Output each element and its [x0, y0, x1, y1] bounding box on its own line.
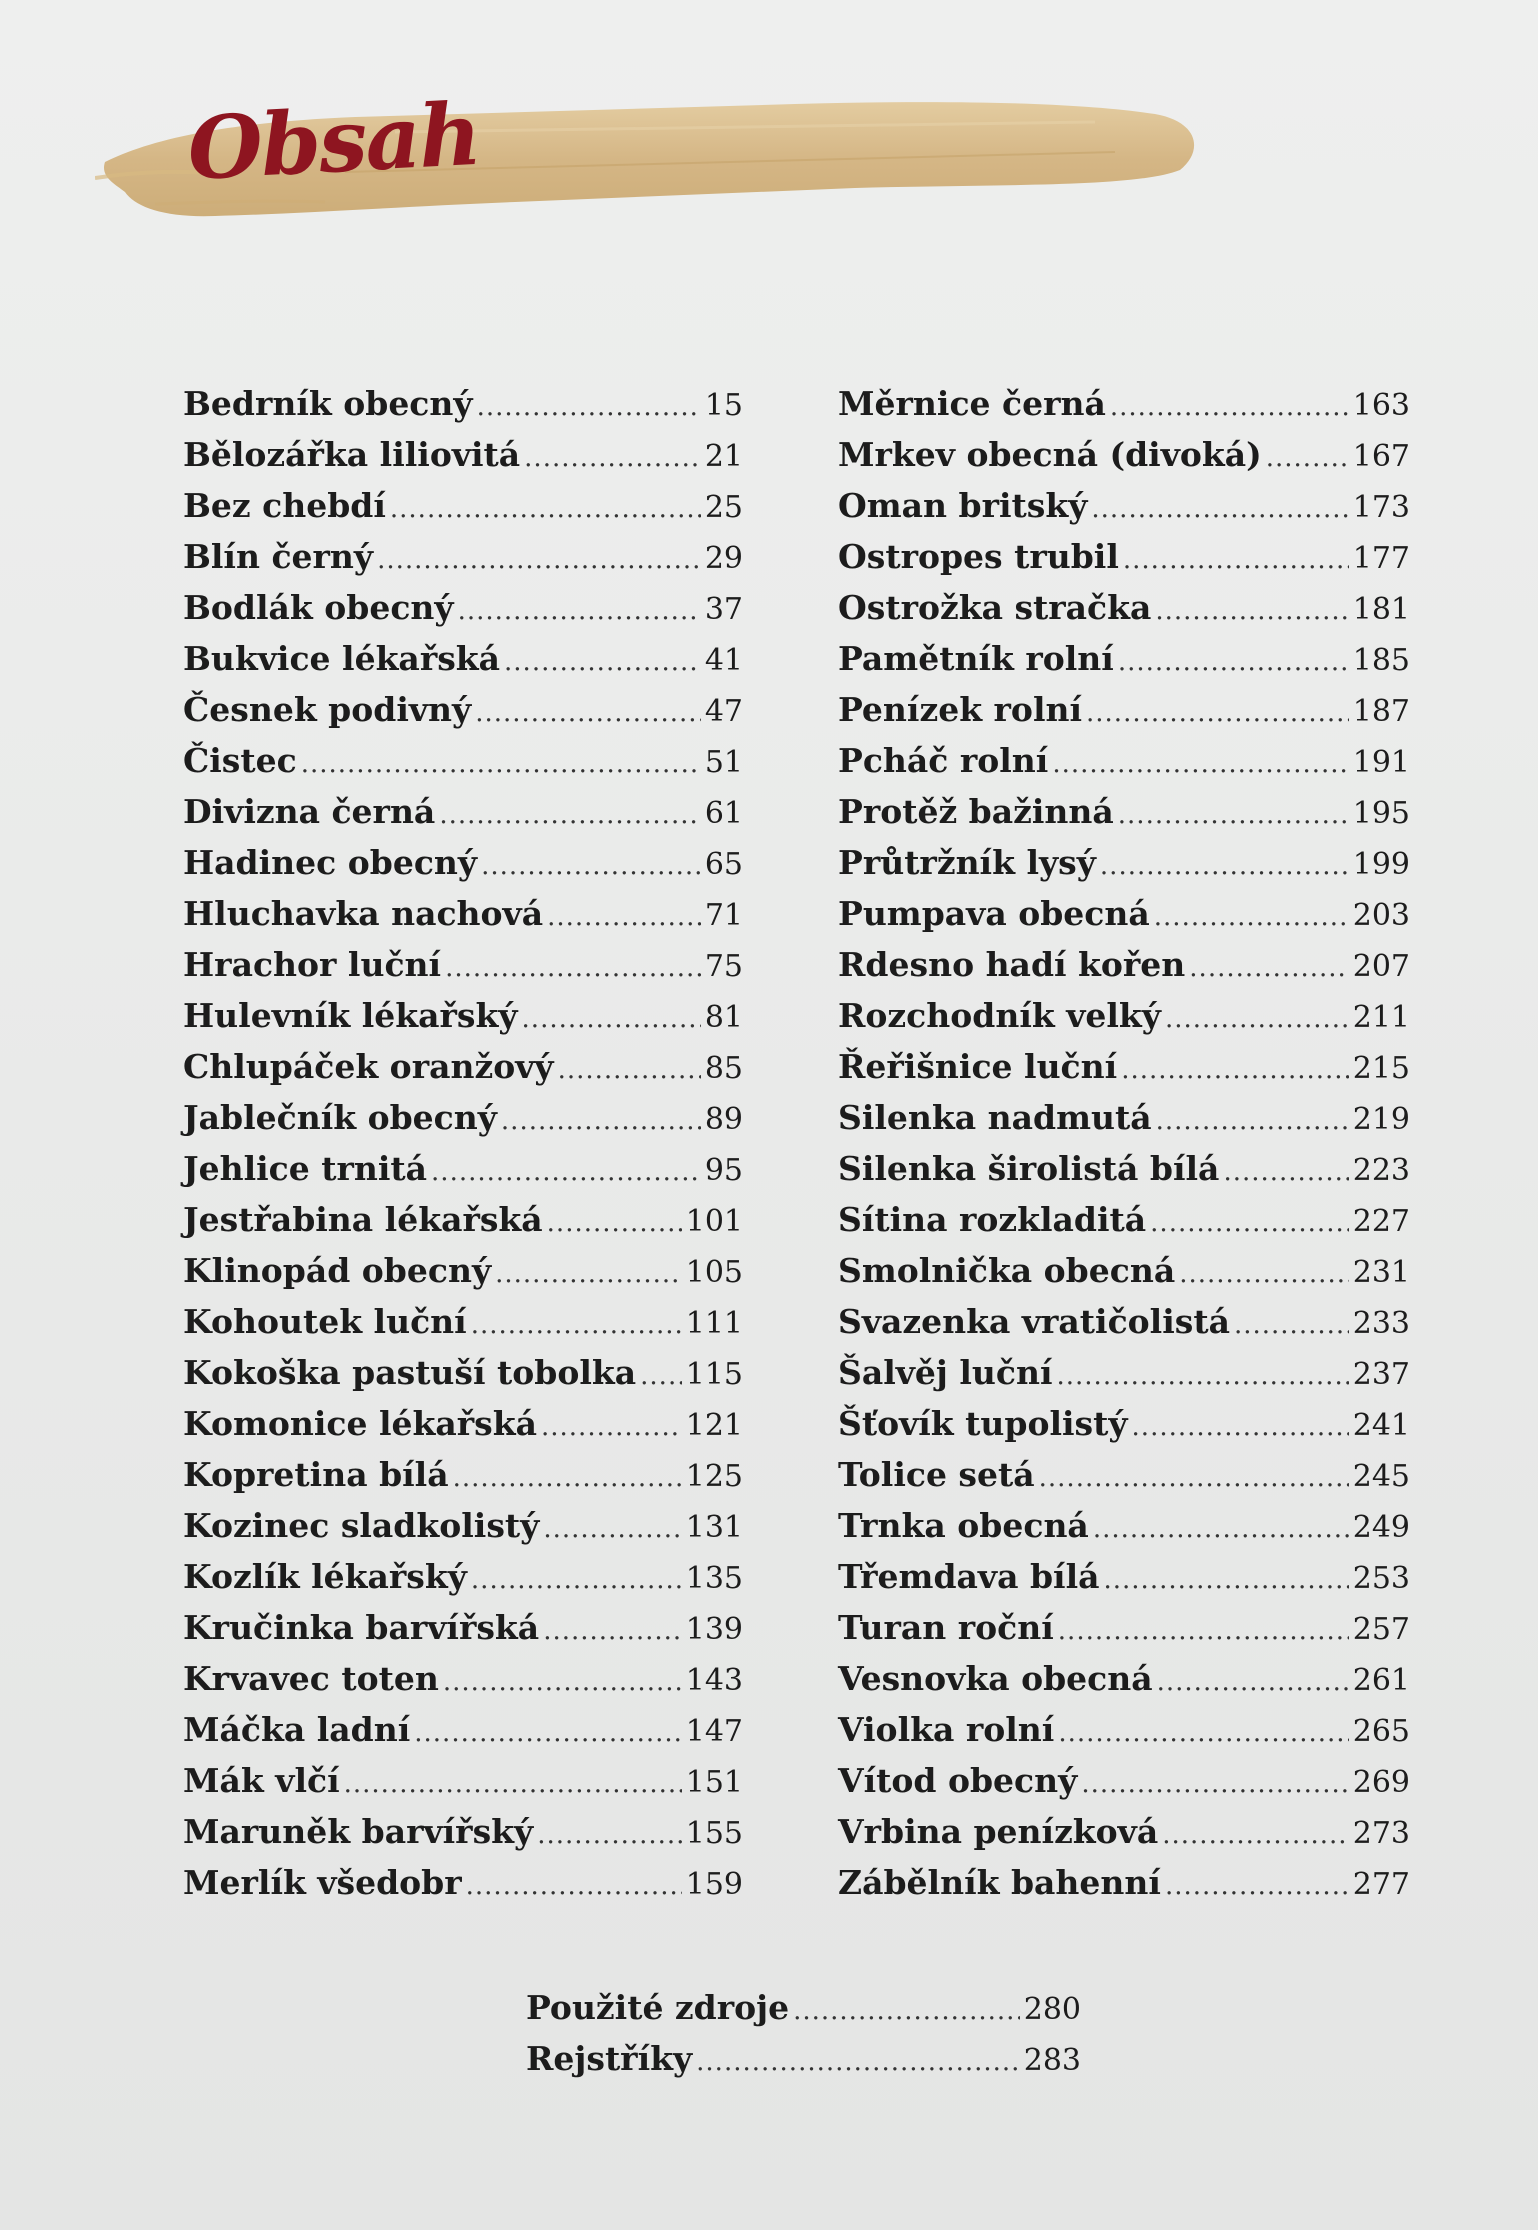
toc-entry-page-number: 269 [1352, 1765, 1410, 1800]
toc-entry-name: Komonice lékařská [183, 1404, 537, 1443]
dot-leader [1121, 1045, 1349, 1096]
dot-leader [301, 739, 701, 790]
toc-entry-name: Mák vlčí [183, 1761, 340, 1800]
dot-leader [466, 1861, 682, 1912]
dot-leader [1039, 1453, 1349, 1504]
toc-entry [838, 531, 1410, 582]
dot-leader [1093, 1504, 1349, 1555]
toc-entry-name: Rozchodník velký [838, 996, 1161, 1035]
toc-entry-name: Krvavec toten [183, 1659, 439, 1698]
toc-entry [838, 990, 1410, 1041]
toc-entry [183, 531, 743, 582]
toc-entry [183, 480, 743, 531]
toc-entry-name: Vítod obecný [838, 1761, 1078, 1800]
dot-leader [1132, 1402, 1349, 1453]
toc-entry [183, 837, 743, 888]
toc-entry [838, 888, 1410, 939]
toc-entry [183, 1704, 743, 1755]
toc-entry [183, 1143, 743, 1194]
toc-entry-page-number: 203 [1352, 898, 1410, 933]
toc-entry-name: Zábělník bahenní [838, 1863, 1161, 1902]
toc-entry [838, 1296, 1410, 1347]
dot-leader [1058, 1708, 1348, 1759]
dot-leader [524, 433, 701, 484]
dot-leader [458, 586, 701, 637]
toc-entry-page-number: 15 [704, 388, 743, 423]
toc-entry-name: Průtržník lysý [838, 843, 1096, 882]
toc-entry-name: Bukvice lékařská [183, 639, 501, 678]
toc-entry [183, 1347, 743, 1398]
toc-entry-page-number: 95 [704, 1153, 743, 1188]
toc-entry-page-number: 257 [1352, 1612, 1410, 1647]
dot-leader [1104, 1555, 1349, 1606]
toc-entry-name: Violka rolní [838, 1710, 1055, 1749]
toc-entry [838, 1500, 1410, 1551]
toc-entry [526, 2033, 1081, 2084]
dot-leader [547, 892, 701, 943]
toc-entry-page-number: 115 [685, 1357, 743, 1392]
toc-entry-page-number: 185 [1352, 643, 1410, 678]
toc-entry [838, 1857, 1410, 1908]
toc-entry-page-number: 135 [685, 1561, 743, 1596]
toc-entry-page-number: 211 [1352, 1000, 1410, 1035]
toc-entry-name: Sítina rozkladitá [838, 1200, 1147, 1239]
toc-entry-name: Rejstříky [526, 2039, 693, 2078]
toc-entry-page-number: 105 [685, 1255, 743, 1290]
dot-leader [543, 1606, 682, 1657]
toc-entry-name: Turan roční [838, 1608, 1054, 1647]
toc-entry-name: Klinopád obecný [183, 1251, 492, 1290]
toc-entry [183, 582, 743, 633]
toc-entry [838, 684, 1410, 735]
toc-entry [838, 786, 1410, 837]
toc-entry-page-number: 215 [1352, 1051, 1410, 1086]
toc-entry [838, 1347, 1410, 1398]
toc-entry-page-number: 121 [685, 1408, 743, 1443]
toc-entry [838, 1551, 1410, 1602]
toc-entry-name: Kozlík lékařský [183, 1557, 467, 1596]
dot-leader [439, 790, 700, 841]
toc-entry [838, 1092, 1410, 1143]
dot-leader [1086, 688, 1349, 739]
toc-entry [526, 1982, 1081, 2033]
toc-entry [183, 1551, 743, 1602]
toc-entry-page-number: 89 [704, 1102, 743, 1137]
dot-leader [471, 1300, 682, 1351]
dot-leader [1081, 1759, 1348, 1810]
toc-entry-name: Hrachor luční [183, 945, 442, 984]
toc-entry-page-number: 207 [1352, 949, 1410, 984]
toc-entry [183, 1245, 743, 1296]
toc-entry-name: Vesnovka obecná [838, 1659, 1153, 1698]
toc-entry-name: Kohoutek luční [183, 1302, 467, 1341]
toc-entry-page-number: 277 [1352, 1867, 1410, 1902]
toc-entry [838, 1041, 1410, 1092]
toc-extra-entries [526, 1982, 1081, 2084]
dot-leader [501, 1096, 701, 1147]
toc-entry-name: Vrbina penízková [838, 1812, 1159, 1851]
toc-entry-page-number: 159 [685, 1867, 743, 1902]
dot-leader [1162, 1810, 1348, 1861]
dot-leader [543, 1504, 681, 1555]
dot-leader [390, 484, 701, 535]
toc-entry-page-number: 81 [704, 1000, 743, 1035]
toc-entry-page-number: 227 [1352, 1204, 1410, 1239]
toc-entry-name: Třemdava bílá [838, 1557, 1100, 1596]
toc-entry-name: Jehlice trnitá [183, 1149, 428, 1188]
dot-leader [1234, 1300, 1349, 1351]
toc-entry-page-number: 47 [704, 694, 743, 729]
toc-entry-page-number: 199 [1352, 847, 1410, 882]
toc-entry-page-number: 187 [1352, 694, 1410, 729]
toc-entry [838, 1704, 1410, 1755]
dot-leader [1157, 1657, 1349, 1708]
dot-leader [1118, 790, 1349, 841]
dot-leader [537, 1810, 682, 1861]
toc-entry-name: Silenka nadmutá [838, 1098, 1152, 1137]
toc-entry [183, 684, 743, 735]
toc-entry [183, 1449, 743, 1500]
toc-entry-page-number: 273 [1352, 1816, 1410, 1851]
toc-entry-page-number: 241 [1352, 1408, 1410, 1443]
dot-leader [477, 382, 701, 433]
dot-leader [640, 1351, 682, 1402]
toc-entry-name: Blín černý [183, 537, 374, 576]
toc-entry-page-number: 223 [1352, 1153, 1410, 1188]
toc-entry-page-number: 173 [1352, 490, 1410, 525]
toc-entry [183, 378, 743, 429]
dot-leader [475, 688, 701, 739]
dot-leader [1058, 1606, 1349, 1657]
toc-entry [838, 1449, 1410, 1500]
toc-entry-name: Pamětník rolní [838, 639, 1114, 678]
toc-entry [183, 990, 743, 1041]
dot-leader [1223, 1147, 1348, 1198]
toc-entry-name: Chlupáček oranžový [183, 1047, 554, 1086]
toc-entry [838, 837, 1410, 888]
toc-entry-name: Pcháč rolní [838, 741, 1049, 780]
dot-leader [344, 1759, 682, 1810]
toc-entry-page-number: 245 [1352, 1459, 1410, 1494]
toc-entry [838, 1143, 1410, 1194]
toc-left-column [183, 378, 743, 1908]
toc-entry-page-number: 85 [704, 1051, 743, 1086]
toc-entry-name: Jablečník obecný [183, 1098, 497, 1137]
toc-entry [183, 1602, 743, 1653]
toc-entry-name: Kopretina bílá [183, 1455, 449, 1494]
toc-entry [838, 429, 1410, 480]
toc-entry [838, 378, 1410, 429]
toc-entry-name: Bělozářka liliovitá [183, 435, 521, 474]
toc-entry-page-number: 61 [704, 796, 743, 831]
dot-leader [445, 943, 701, 994]
toc-entry [183, 786, 743, 837]
toc-entry-name: Oman britský [838, 486, 1088, 525]
toc-entry-page-number: 280 [1023, 1992, 1081, 2027]
toc-entry-name: Svazenka vratičolistá [838, 1302, 1230, 1341]
dot-leader [547, 1198, 682, 1249]
toc-entry-page-number: 249 [1352, 1510, 1410, 1545]
toc-entry-name: Silenka širolistá bílá [838, 1149, 1220, 1188]
dot-leader [1154, 892, 1349, 943]
toc-entry-name: Hluchavka nachová [183, 894, 544, 933]
toc-entry [183, 1041, 743, 1092]
dot-leader [1091, 484, 1348, 535]
toc-entry-name: Bedrník obecný [183, 384, 473, 423]
dot-leader [1165, 1861, 1349, 1912]
toc-entry [838, 480, 1410, 531]
dot-leader [1118, 637, 1349, 688]
toc-entry-name: Rdesno hadí kořen [838, 945, 1186, 984]
toc-entry-page-number: 21 [704, 439, 743, 474]
dot-leader [1266, 433, 1349, 484]
dot-leader [1057, 1351, 1349, 1402]
toc-entry-page-number: 219 [1352, 1102, 1410, 1137]
toc-entry-name: Tolice setá [838, 1455, 1035, 1494]
toc-entry [183, 888, 743, 939]
toc-entry-name: Maruněk barvířský [183, 1812, 534, 1851]
page-title: Obsah [185, 83, 482, 200]
toc-entry [183, 1806, 743, 1857]
toc-entry-name: Divizna černá [183, 792, 436, 831]
toc-entry-name: Hulevník lékařský [183, 996, 518, 1035]
toc-entry-name: Máčka ladní [183, 1710, 411, 1749]
dot-leader [414, 1708, 681, 1759]
toc-entry [183, 1857, 743, 1908]
toc-entry [183, 1092, 743, 1143]
dot-leader [1110, 382, 1349, 433]
toc-entry-name: Šalvěj luční [838, 1353, 1053, 1392]
dot-leader [1155, 586, 1348, 637]
toc-entry-name: Kozinec sladkolistý [183, 1506, 540, 1545]
toc-entry-name: Ostrožka stračka [838, 588, 1152, 627]
dot-leader [453, 1453, 682, 1504]
toc-entry [838, 735, 1410, 786]
dot-leader [443, 1657, 682, 1708]
dot-leader [1165, 994, 1349, 1045]
toc-entry-page-number: 143 [685, 1663, 743, 1698]
toc-entry-page-number: 177 [1352, 541, 1410, 576]
toc-entry-name: Hadinec obecný [183, 843, 478, 882]
toc-entry-page-number: 131 [685, 1510, 743, 1545]
toc-right-column [838, 378, 1410, 1908]
dot-leader [522, 994, 701, 1045]
dot-leader [541, 1402, 682, 1453]
dot-leader [558, 1045, 701, 1096]
toc-entry-page-number: 253 [1352, 1561, 1410, 1596]
toc-entry [838, 1194, 1410, 1245]
toc-entry-name: Merlík všedobr [183, 1863, 462, 1902]
dot-leader [431, 1147, 701, 1198]
dot-leader [696, 2037, 1020, 2088]
toc-entry-page-number: 139 [685, 1612, 743, 1647]
toc-entry-page-number: 237 [1352, 1357, 1410, 1392]
dot-leader [1150, 1198, 1349, 1249]
toc-entry-name: Ostropes trubil [838, 537, 1119, 576]
toc-entry [838, 1602, 1410, 1653]
toc-entry-name: Bez chebdí [183, 486, 386, 525]
toc-entry [183, 1194, 743, 1245]
toc-entry-page-number: 181 [1352, 592, 1410, 627]
toc-entry [838, 582, 1410, 633]
toc-entry-name: Pumpava obecná [838, 894, 1150, 933]
dot-leader [495, 1249, 682, 1300]
toc-entry-page-number: 51 [704, 745, 743, 780]
toc-entry [838, 1755, 1410, 1806]
toc-entry-name: Použité zdroje [526, 1988, 790, 2027]
toc-entry [183, 1500, 743, 1551]
toc-entry [838, 1398, 1410, 1449]
dot-leader [1179, 1249, 1349, 1300]
toc-entry [838, 1806, 1410, 1857]
toc-entry-page-number: 167 [1352, 439, 1410, 474]
toc-entry-page-number: 71 [704, 898, 743, 933]
toc-entry [183, 633, 743, 684]
toc-entry-page-number: 155 [685, 1816, 743, 1851]
dot-leader [481, 841, 701, 892]
toc-entry-name: Smolnička obecná [838, 1251, 1176, 1290]
toc-entry-name: Mrkev obecná (divoká) [838, 435, 1262, 474]
toc-entry-name: Česnek podivný [183, 690, 472, 729]
toc-entry [838, 939, 1410, 990]
toc-entry-page-number: 111 [685, 1306, 743, 1341]
toc-entry-page-number: 231 [1352, 1255, 1410, 1290]
toc-entry [183, 735, 743, 786]
toc-entry [183, 1296, 743, 1347]
toc-entry-page-number: 191 [1352, 745, 1410, 780]
toc-entry-name: Čistec [183, 741, 297, 780]
toc-entry-page-number: 195 [1352, 796, 1410, 831]
toc-entry [838, 1653, 1410, 1704]
toc-entry-name: Měrnice černá [838, 384, 1106, 423]
toc-entry-name: Trnka obecná [838, 1506, 1089, 1545]
dot-leader [1156, 1096, 1349, 1147]
toc-entry-name: Kručinka barvířská [183, 1608, 540, 1647]
toc-entry [183, 1653, 743, 1704]
toc-entry-name: Šťovík tupolistý [838, 1404, 1128, 1443]
toc-entry-page-number: 261 [1352, 1663, 1410, 1698]
toc-entry [183, 939, 743, 990]
toc-entry-page-number: 101 [685, 1204, 743, 1239]
dot-leader [1100, 841, 1349, 892]
toc-entry-page-number: 265 [1352, 1714, 1410, 1749]
toc-entry-name: Penízek rolní [838, 690, 1083, 729]
toc-entry-name: Protěž bažinná [838, 792, 1114, 831]
dot-leader [504, 637, 701, 688]
toc-entry [838, 633, 1410, 684]
toc-entry-page-number: 125 [685, 1459, 743, 1494]
toc-entry-name: Řeřišnice luční [838, 1047, 1118, 1086]
toc-entry-name: Kokoška pastuší tobolka [183, 1353, 637, 1392]
toc-entry [183, 1398, 743, 1449]
toc-entry-name: Bodlák obecný [183, 588, 454, 627]
dot-leader [1189, 943, 1348, 994]
dot-leader [1052, 739, 1348, 790]
toc-entry-name: Jestřabina lékařská [183, 1200, 543, 1239]
toc-entry-page-number: 283 [1023, 2043, 1081, 2078]
toc-entry [183, 429, 743, 480]
toc-entry-page-number: 41 [704, 643, 743, 678]
toc-entry-page-number: 25 [704, 490, 743, 525]
toc-entry [183, 1755, 743, 1806]
dot-leader [471, 1555, 682, 1606]
dot-leader [1123, 535, 1349, 586]
toc-entry-page-number: 147 [685, 1714, 743, 1749]
toc-entry-page-number: 37 [704, 592, 743, 627]
toc-entry-page-number: 75 [704, 949, 743, 984]
dot-leader [793, 1986, 1020, 2037]
toc-entry-page-number: 65 [704, 847, 743, 882]
toc-entry-page-number: 163 [1352, 388, 1410, 423]
toc-entry-page-number: 233 [1352, 1306, 1410, 1341]
toc-entry-page-number: 29 [704, 541, 743, 576]
toc-entry [838, 1245, 1410, 1296]
toc-entry-page-number: 151 [685, 1765, 743, 1800]
dot-leader [377, 535, 701, 586]
